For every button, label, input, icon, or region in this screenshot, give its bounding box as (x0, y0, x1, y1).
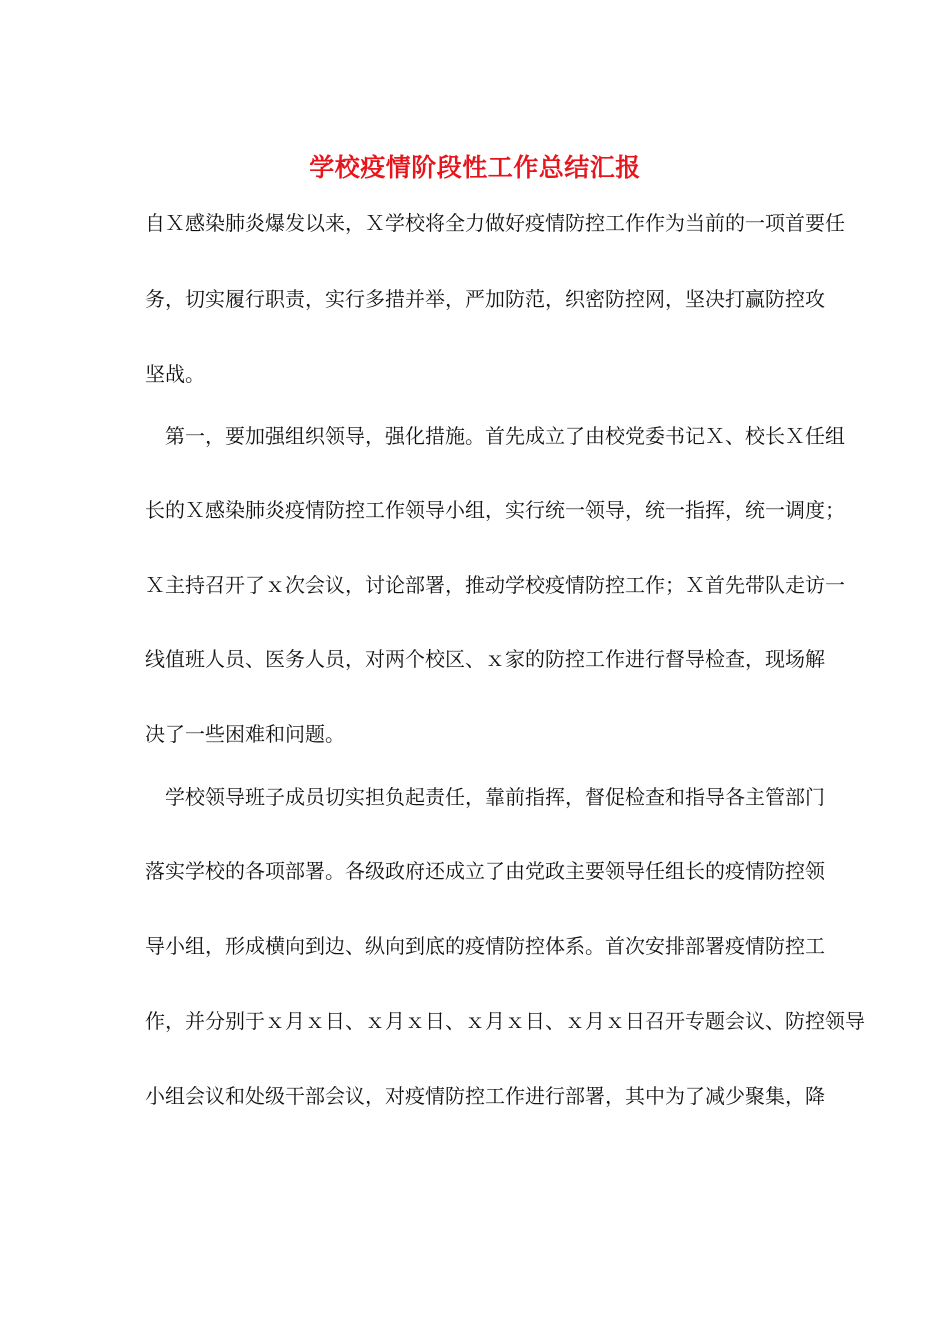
body-line: 长的Ｘ感染肺炎疫情防控工作领导小组，实行统一领导，统一指挥，统一调度； (145, 498, 845, 522)
body-line: 小组会议和处级干部会议，对疫情防控工作进行部署，其中为了减少聚集，降 (145, 1084, 825, 1108)
body-line: 务，切实履行职责，实行多措并举，严加防范，织密防控网，坚决打赢防控攻 (145, 287, 825, 311)
document-title: 学校疫情阶段性工作总结汇报 (309, 153, 641, 182)
body-line: 决了一些困难和问题。 (145, 722, 345, 746)
body-line: Ｘ主持召开了ｘ次会议，讨论部署，推动学校疫情防控工作；Ｘ首先带队走访一 (145, 573, 845, 597)
body-line: 自Ｘ感染肺炎爆发以来，Ｘ学校将全力做好疫情防控工作作为当前的一项首要任 (145, 211, 845, 235)
body-line: 坚战。 (145, 362, 205, 386)
body-line: 落实学校的各项部署。各级政府还成立了由党政主要领导任组长的疫情防控领 (145, 859, 825, 883)
body-line: 作，并分别于ｘ月ｘ日、ｘ月ｘ日、ｘ月ｘ日、ｘ月ｘ日召开专题会议、防控领导 (145, 1009, 865, 1033)
paragraph-first-line: 学校领导班子成员切实担负起责任，靠前指挥，督促检查和指导各主管部门 (165, 785, 825, 809)
body-line: 线值班人员、医务人员，对两个校区、ｘ家的防控工作进行督导检查，现场解 (145, 647, 825, 671)
paragraph-first-line: 第一，要加强组织领导，强化措施。首先成立了由校党委书记Ｘ、校长Ｘ任组 (165, 424, 845, 448)
body-line: 导小组，形成横向到边、纵向到底的疫情防控体系。首次安排部署疫情防控工 (145, 934, 825, 958)
